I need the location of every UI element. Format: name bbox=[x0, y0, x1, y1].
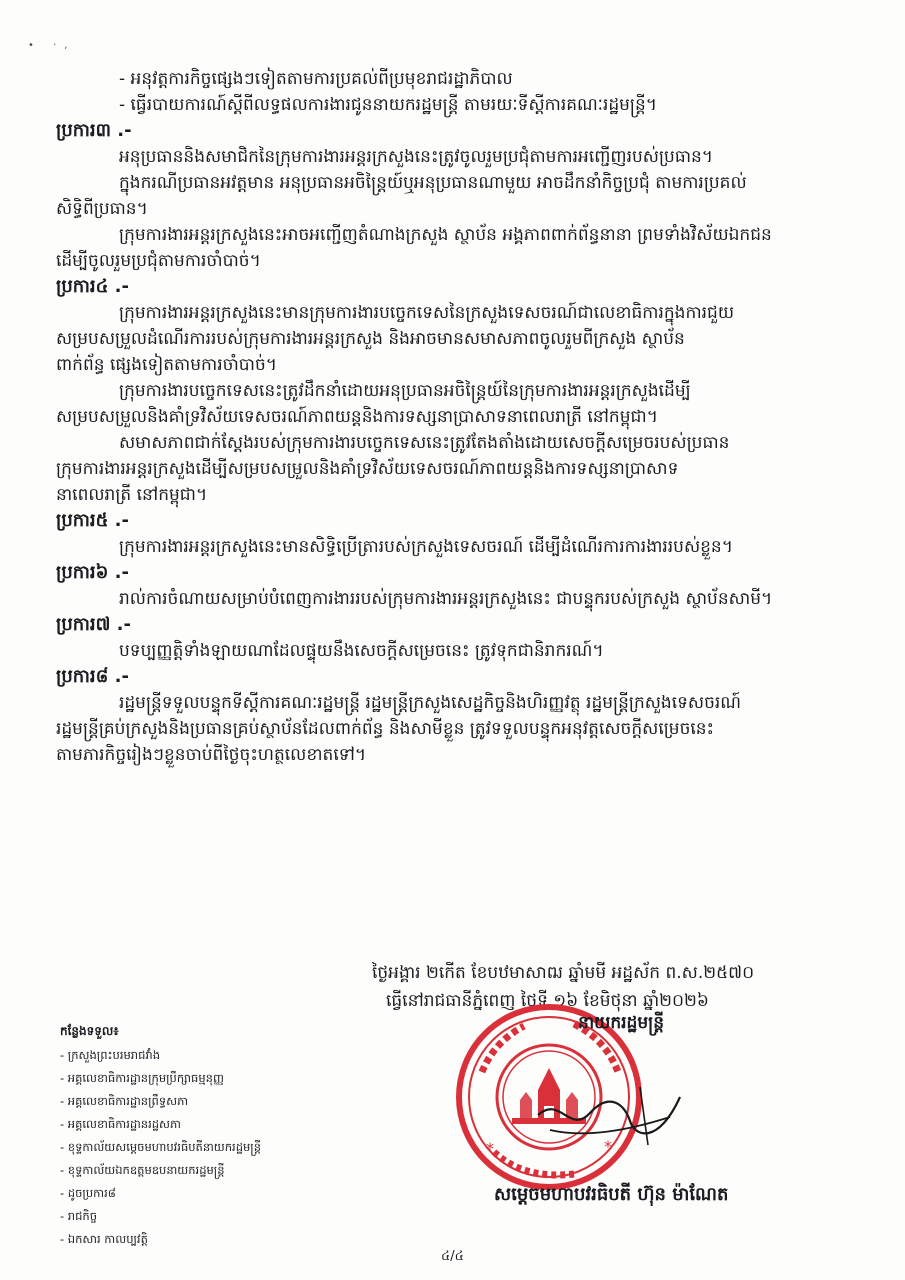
paragraph-line: រដ្ឋមន្ត្រីទទួលបន្ទុកទីស្ដីការគណៈរដ្ឋមន្ត្រី រដ្ឋមន្ត្រីក្រសួងសេដ្ឋកិច្ចនិងហិរញ្ញវត្ថុ រដ្ឋមន្ត្រីក្រសួងទេសចរណ៍ bbox=[119, 693, 742, 713]
recipient-item: - ឯកសារ កាលប្បវត្តិ bbox=[60, 1232, 148, 1246]
article-heading: ប្រការ៧ .- bbox=[56, 614, 131, 635]
recipients-list bbox=[60, 1044, 261, 1251]
recipient-item: - ខុទ្ទកាល័យសម្ដេចមហាបវរធិបតីនាយករដ្ឋមន្ត្រី bbox=[60, 1140, 262, 1154]
paragraph-line: ក្នុងករណីប្រធានអវត្តមាន អនុប្រធានអចិន្ត្រៃយ៍ឬអនុប្រធានណាមួយ អាចដឹកនាំកិច្ចប្រជុំ តាមការប្រគល់ bbox=[119, 173, 747, 193]
article-heading: ប្រការ៨ .- bbox=[56, 666, 129, 687]
svg-text:*: * bbox=[604, 1137, 612, 1156]
article-heading: ប្រការ៣ .- bbox=[56, 120, 132, 141]
article-heading: ប្រការ៦ .- bbox=[56, 562, 129, 583]
paragraph-line: ដើម្បីចូលរួមប្រជុំតាមការចាំបាច់។ bbox=[56, 251, 261, 271]
signer-name: សម្ដេចមហាបវរធិបតី ហ៊ុន ម៉ាណែត bbox=[494, 1184, 729, 1205]
paragraph-line: ក្រុមការងារអន្តរក្រសួងដើម្បីសម្របសម្រួលនិងគាំទ្រវិស័យទេសចរណ៍ភាពយន្តនិងការទស្សនាប្រាសាទ bbox=[56, 459, 679, 479]
scan-speck: • ·, bbox=[28, 40, 76, 51]
lunar-date: ថ្ងៃអង្គារ ២កើត ខែបឋមាសាឍ ឆ្នាំមមី អដ្ឋស័ក ព.ស.២៥៧០ bbox=[372, 963, 755, 983]
prime-minister-title: នាយករដ្ឋមន្ត្រី bbox=[578, 1013, 664, 1033]
recipients-title: កន្លែងទទួល៖ bbox=[60, 1024, 119, 1038]
article-heading: ប្រការ៥ .- bbox=[56, 510, 129, 531]
recipient-item: - អគ្គលេខាធិការដ្ឋានរដ្ឋសភា bbox=[60, 1117, 181, 1131]
paragraph-line: ក្រុមការងារអន្តរក្រសួងនេះមានសិទ្ធិប្រើត្រារបស់ក្រសួងទេសចរណ៍ ដើម្បីដំណើរការការងាររបស់ខ្លួន។ bbox=[119, 537, 733, 557]
paragraph-line: សម្របសម្រួលនិងគាំទ្រវិស័យទេសចរណ៍ភាពយន្តនិងការទស្សនាប្រាសាទនាពេលរាត្រី នៅកម្ពុជា។ bbox=[56, 407, 658, 427]
paragraph-line: រាល់ការចំណាយសម្រាប់បំពេញការងាររបស់ក្រុមការងារអន្តរក្រសួងនេះ ជាបន្ទុករបស់ក្រសួង ស្ថាប័នសាមី។ bbox=[119, 589, 773, 609]
paragraph-line: ពាក់ព័ន្ធ ផ្សេងទៀតតាមការចាំបាច់។ bbox=[56, 355, 277, 375]
paragraph-line: សមាសភាពជាក់ស្ដែងរបស់ក្រុមការងារបច្ចេកទេសនេះត្រូវតែងតាំងដោយសេចក្ដីសម្រេចរបស់ប្រធាន bbox=[119, 433, 730, 453]
bullet-item: - ធ្វើរបាយការណ៍ស្ដីពីលទ្ធផលការងារជូននាយករដ្ឋមន្ត្រី តាមរយៈទីស្ដីការគណៈរដ្ឋមន្ត្រី។ bbox=[119, 95, 657, 115]
recipient-item: - អគ្គលេខាធិការដ្ឋានក្រុមប្រឹក្សាធម្មនុញ្ញ bbox=[60, 1071, 224, 1085]
place-date: ធ្វើនៅរាជធានីភ្នំពេញ ថ្ងៃទី ១៦ ខែមិថុនា ឆ្នាំ២០២៦ bbox=[386, 991, 709, 1011]
recipient-item: - អគ្គលេខាធិការដ្ឋានព្រឹទ្ធសភា bbox=[60, 1094, 189, 1108]
bullet-item: - អនុវត្តការកិច្ចផ្សេងៗទៀតតាមការប្រគល់ពីប្រមុខរាជរដ្ឋាភិបាល bbox=[119, 69, 513, 89]
paragraph-line: តាមភារកិច្ចរៀងៗខ្លួនចាប់ពីថ្ងៃចុះហត្ថលេខាតទៅ។ bbox=[56, 745, 367, 765]
svg-text:*: * bbox=[486, 1139, 494, 1158]
paragraph-line: បទប្បញ្ញត្តិទាំងឡាយណាដែលផ្ទុយនឹងសេចក្ដីសម្រេចនេះ ត្រូវទុកជានិរាករណ៍។ bbox=[119, 641, 604, 661]
paragraph-line: ក្រុមការងារអន្តរក្រសួងនេះអាចអញ្ជើញតំណាងក្រសួង ស្ថាប័ន អង្គភាពពាក់ព័ន្ធនានា ព្រមទាំងវិស័យឯកជន bbox=[119, 225, 772, 245]
paragraph-line: ក្រុមការងារអន្តរក្រសួងនេះមានក្រុមការងារបច្ចេកទេសនៃក្រសួងទេសចរណ៍ជាលេខាធិការក្នុងការជួយ bbox=[119, 303, 735, 323]
paragraph-line: នាពេលរាត្រី នៅកម្ពុជា។ bbox=[56, 485, 208, 505]
page-number: ៤/៤ bbox=[441, 1249, 464, 1264]
paragraph-line: អនុប្រធាននិងសមាជិកនៃក្រុមការងារអន្តរក្រសួងនេះត្រូវចូលរួមប្រជុំតាមការអញ្ជើញរបស់ប្រធាន។ bbox=[119, 147, 714, 167]
article-heading: ប្រការ៤ .- bbox=[56, 276, 129, 297]
recipient-item: - រាជកិច្ច bbox=[60, 1209, 98, 1223]
handwritten-signature-icon bbox=[530, 1075, 690, 1165]
recipient-item: - ខុទ្ទកាល័យឯកឧត្តមឧបនាយករដ្ឋមន្ត្រី bbox=[60, 1163, 225, 1177]
recipient-item: - ក្រសួងព្រះបរមរាជវាំង bbox=[60, 1048, 161, 1062]
paragraph-line: សិទ្ធិពីប្រធាន។ bbox=[56, 199, 148, 219]
paragraph-line: រដ្ឋមន្ត្រីគ្រប់ក្រសួងនិងប្រធានគ្រប់ស្ថាប័នដែលពាក់ព័ន្ធ និងសាមីខ្លួន ត្រូវទទួលបន្ទុកអនុវត្តសេចក្ដីសម្រេចនេះ bbox=[56, 719, 715, 739]
paragraph-line: ក្រុមការងារបច្ចេកទេសនេះត្រូវដឹកនាំដោយអនុប្រធានអចិន្ត្រៃយ៍នៃក្រុមការងារអន្តរក្រសួងដើម្បី bbox=[119, 381, 691, 401]
decision-body bbox=[56, 66, 856, 768]
recipient-item: - ដូចប្រការ៨ bbox=[60, 1186, 116, 1200]
paragraph-line: សម្របសម្រួលដំណើរការរបស់ក្រុមការងារអន្តរក្រសួង និងអាចមានសមាសភាពចូលរួមពីក្រសួង ស្ថាប័ន bbox=[56, 329, 685, 349]
